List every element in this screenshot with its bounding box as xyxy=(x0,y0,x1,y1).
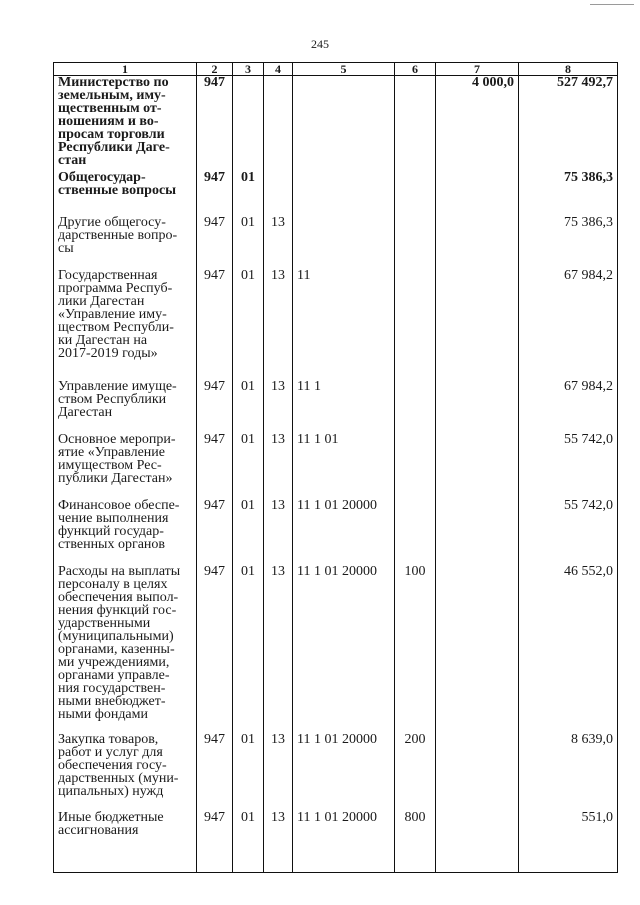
item-name-line: Общегосудар- xyxy=(58,169,146,185)
cell-target-item xyxy=(293,76,395,171)
cell-subsection: 13 xyxy=(264,380,293,433)
cell-expense-type: 200 xyxy=(395,733,436,811)
cell-subsection: 13 xyxy=(264,811,293,873)
item-name-line: стан xyxy=(58,153,87,168)
cell-section: 01 xyxy=(233,269,264,380)
item-name-line: органами управле- xyxy=(58,667,170,683)
cell-item-name xyxy=(54,499,197,565)
cell-department: 947 xyxy=(197,380,233,433)
table-row xyxy=(54,380,618,433)
cell-section xyxy=(233,76,264,171)
item-name-line: ществом Республи- xyxy=(58,319,174,335)
column-header: 2 xyxy=(197,63,233,76)
item-name-line: Расходы на выплаты xyxy=(58,563,181,579)
cell-expense-type xyxy=(395,269,436,380)
cell-item-name xyxy=(54,733,197,811)
cell-expense-type: 800 xyxy=(395,811,436,873)
item-name-line: ными внебюджет- xyxy=(58,693,166,709)
cell-section: 01 xyxy=(233,499,264,565)
item-name-line: ными фондами xyxy=(58,706,149,722)
cell-subsection: 13 xyxy=(264,216,293,269)
column-header: 8 xyxy=(519,63,618,76)
item-name-line: ния государствен- xyxy=(58,680,166,696)
cell-section: 01 xyxy=(233,811,264,873)
item-name-line: дарственных (муни- xyxy=(58,770,179,786)
table-row xyxy=(54,499,618,565)
item-name-line: ственные вопросы xyxy=(58,182,177,198)
cell-item-name xyxy=(54,216,197,269)
cell-section: 01 xyxy=(233,565,264,733)
item-name-line: Министерство по xyxy=(58,75,169,90)
cell-amount-col8: 46 552,0 xyxy=(519,565,618,733)
table-row xyxy=(54,76,618,171)
item-name-line: программа Респуб- xyxy=(58,280,173,296)
cell-target-item: 11 1 01 20000 xyxy=(293,499,395,565)
cell-expense-type xyxy=(395,499,436,565)
cell-amount-col8: 67 984,2 xyxy=(519,380,618,433)
item-name-line: ударственными xyxy=(58,615,151,631)
item-name-line: Основное меропри- xyxy=(58,431,176,447)
item-name-line: обеспечения госу- xyxy=(58,757,167,773)
cell-target-item: 11 1 01 20000 xyxy=(293,811,395,873)
item-name-line: ципальных) нужд xyxy=(58,783,164,799)
cell-subsection: 13 xyxy=(264,733,293,811)
item-name-line: Управление имуще- xyxy=(58,378,177,394)
cell-subsection xyxy=(264,171,293,216)
cell-amount-col7 xyxy=(436,269,519,380)
item-name-line: обеспечения выпол- xyxy=(58,589,179,605)
item-name-line: работ и услуг для xyxy=(58,744,163,760)
cell-section: 01 xyxy=(233,733,264,811)
cell-amount-col8: 55 742,0 xyxy=(519,499,618,565)
item-name-line: 2017-2019 годы» xyxy=(58,345,158,361)
cell-amount-col8: 67 984,2 xyxy=(519,269,618,380)
item-name-line: земельным, иму- xyxy=(58,88,166,103)
item-name-line: сы xyxy=(58,240,74,256)
table-row xyxy=(54,216,618,269)
cell-item-name xyxy=(54,433,197,499)
cell-expense-type xyxy=(395,380,436,433)
item-name-line: дарственные вопро- xyxy=(58,227,178,243)
cell-expense-type: 100 xyxy=(395,565,436,733)
cell-amount-col7 xyxy=(436,499,519,565)
cell-item-name xyxy=(54,269,197,380)
cell-department: 947 xyxy=(197,171,233,216)
cell-amount-col8: 527 492,7 xyxy=(519,76,618,171)
cell-amount-col7 xyxy=(436,433,519,499)
cell-department: 947 xyxy=(197,269,233,380)
cell-target-item: 11 1 01 xyxy=(293,433,395,499)
cell-item-name xyxy=(54,565,197,733)
column-header: 6 xyxy=(395,63,436,76)
item-name-line: функций государ- xyxy=(58,523,164,539)
cell-subsection: 13 xyxy=(264,433,293,499)
item-name-line: Иные бюджетные xyxy=(58,809,164,825)
table-row xyxy=(54,269,618,380)
cell-subsection xyxy=(264,76,293,171)
cell-amount-col8: 55 742,0 xyxy=(519,433,618,499)
item-name-line: публики Дагестан» xyxy=(58,470,173,486)
item-name-line: Государственная xyxy=(58,267,158,283)
column-header: 5 xyxy=(293,63,395,76)
item-name-line: чение выполнения xyxy=(58,510,169,526)
cell-amount-col7 xyxy=(436,733,519,811)
cell-item-name xyxy=(54,76,197,171)
cell-section: 01 xyxy=(233,433,264,499)
table-row xyxy=(54,171,618,216)
cell-expense-type xyxy=(395,76,436,171)
item-name-line: лики Дагестан xyxy=(58,293,145,309)
cell-item-name xyxy=(54,380,197,433)
column-header: 7 xyxy=(436,63,519,76)
table-row xyxy=(54,433,618,499)
cell-expense-type xyxy=(395,171,436,216)
cell-target-item: 11 1 01 20000 xyxy=(293,565,395,733)
item-name-line: «Управление иму- xyxy=(58,306,167,322)
item-name-line: Другие общегосу- xyxy=(58,214,166,230)
item-name-line: ством Республики xyxy=(58,391,167,407)
table-body xyxy=(54,76,618,873)
cell-amount-col8: 551,0 xyxy=(519,811,618,873)
cell-expense-type xyxy=(395,433,436,499)
cell-department: 947 xyxy=(197,499,233,565)
cell-target-item: 11 1 xyxy=(293,380,395,433)
item-name-line: ношениям и во- xyxy=(58,114,159,129)
cell-department: 947 xyxy=(197,433,233,499)
cell-target-item: 11 xyxy=(293,269,395,380)
item-name-line: ми учреждениями, xyxy=(58,654,170,670)
cell-amount-col7 xyxy=(436,216,519,269)
budget-table xyxy=(53,62,618,873)
cell-amount-col7 xyxy=(436,380,519,433)
table-row xyxy=(54,811,618,873)
cell-section: 01 xyxy=(233,216,264,269)
cell-section: 01 xyxy=(233,380,264,433)
cell-subsection: 13 xyxy=(264,565,293,733)
column-header: 4 xyxy=(264,63,293,76)
cell-subsection: 13 xyxy=(264,269,293,380)
corner-mark xyxy=(590,4,634,5)
column-header: 3 xyxy=(233,63,264,76)
item-name-line: органами, казенны- xyxy=(58,641,175,657)
cell-expense-type xyxy=(395,216,436,269)
cell-amount-col8: 8 639,0 xyxy=(519,733,618,811)
item-name-line: Закупка товаров, xyxy=(58,731,159,747)
item-name-line: ственных органов xyxy=(58,536,166,552)
cell-department: 947 xyxy=(197,733,233,811)
item-name-line: Дагестан xyxy=(58,404,113,420)
item-name-line: ассигнования xyxy=(58,822,139,838)
cell-target-item xyxy=(293,171,395,216)
item-name-line: ятие «Управление xyxy=(58,444,165,460)
item-name-line: ки Дагестан на xyxy=(58,332,148,348)
cell-amount-col8: 75 386,3 xyxy=(519,216,618,269)
table-row xyxy=(54,733,618,811)
cell-amount-col7 xyxy=(436,811,519,873)
cell-amount-col7 xyxy=(436,565,519,733)
item-name-line: Финансовое обеспе- xyxy=(58,497,180,513)
cell-department: 947 xyxy=(197,565,233,733)
cell-amount-col8: 75 386,3 xyxy=(519,171,618,216)
cell-item-name xyxy=(54,811,197,873)
item-name-line: щественным от- xyxy=(58,101,162,116)
cell-amount-col7: 4 000,0 xyxy=(436,76,519,171)
table-row xyxy=(54,565,618,733)
item-name-line: персоналу в целях xyxy=(58,576,168,592)
cell-target-item: 11 1 01 20000 xyxy=(293,733,395,811)
item-name-line: просам торговли xyxy=(58,127,165,142)
column-header: 1 xyxy=(54,63,197,76)
header-row xyxy=(54,63,618,76)
cell-section: 01 xyxy=(233,171,264,216)
page-number: 245 xyxy=(311,37,329,51)
item-name-line: имуществом Рес- xyxy=(58,457,162,473)
cell-subsection: 13 xyxy=(264,499,293,565)
cell-department: 947 xyxy=(197,216,233,269)
cell-amount-col7 xyxy=(436,171,519,216)
item-name-line: (муниципальными) xyxy=(58,628,174,644)
item-name-line: Республики Даге- xyxy=(58,140,170,155)
cell-target-item xyxy=(293,216,395,269)
cell-department: 947 xyxy=(197,76,233,171)
cell-item-name xyxy=(54,171,197,216)
cell-department: 947 xyxy=(197,811,233,873)
item-name-line: нения функций гос- xyxy=(58,602,177,618)
